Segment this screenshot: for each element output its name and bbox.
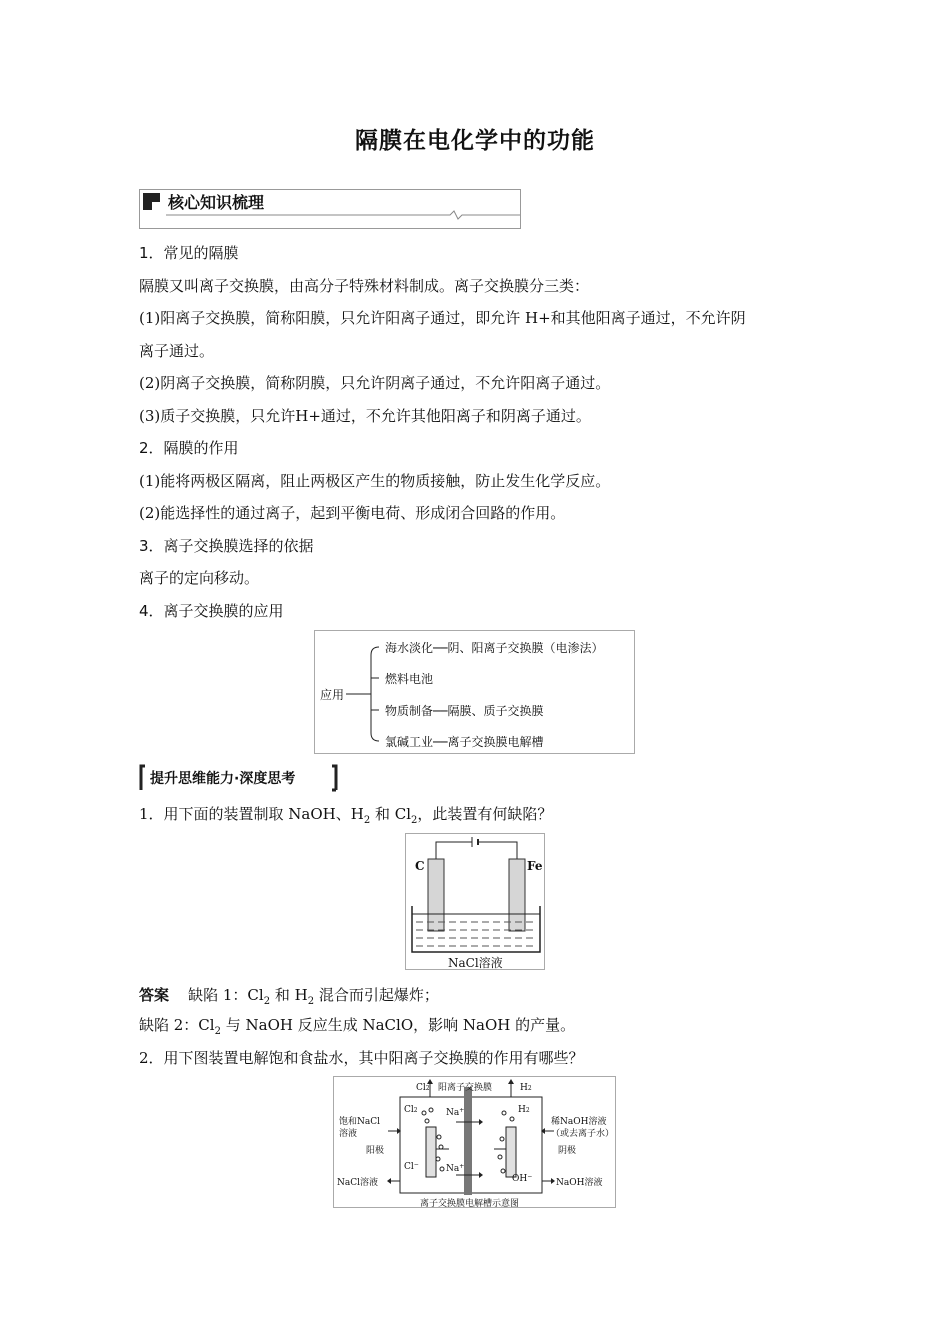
cl-ion: Cl−	[404, 1161, 419, 1172]
na-ion-bottom: Na+	[446, 1163, 465, 1174]
heading-membrane-function: 2．隔膜的作用	[139, 439, 239, 457]
cell-drawing	[406, 834, 546, 971]
paragraph-line: 离子的定向移动。	[139, 569, 260, 587]
diagram-branch: 海水淡化──阴、阳离子交换膜（电渗法）	[385, 641, 604, 655]
membrane-label: 阳离子交换膜	[438, 1083, 493, 1093]
diagram-branch: 物质制备──隔膜、质子交换膜	[385, 704, 544, 718]
h2-inner-label: H2	[518, 1105, 530, 1115]
electrolysis-cell-diagram	[405, 833, 545, 970]
electrode-label-c: C	[415, 859, 425, 873]
diagram-branch: 氯碱工业──离子交换膜电解槽	[385, 735, 544, 749]
na-ion-top: Na+	[446, 1107, 465, 1118]
answer-2: 缺陷 2：$Cl_2$ 与 NaOH 反应生成 NaClO，影响 NaOH 的产量。	[139, 1016, 576, 1037]
section-title-deep-thinking: 提升思维能力·深度思考	[150, 771, 296, 787]
inlet-left-label: 饱和NaCl	[339, 1117, 381, 1127]
section-underline	[140, 210, 520, 222]
inlet-right-label-2: （或去离子水）	[551, 1129, 615, 1139]
question-2: 2．用下图装置电解饱和食盐水，其中阳离子交换膜的作用有哪些？	[139, 1049, 584, 1067]
section-title-core-knowledge: 核心知识梳理	[168, 193, 265, 212]
application-diagram	[314, 630, 635, 754]
question-1: 1．用下面的装置制取 NaOH、$H_2$ 和 $Cl_2$，此装置有何缺陷？	[139, 805, 553, 826]
heading-selection-basis: 3．离子交换膜选择的依据	[139, 537, 314, 555]
chlor-alkali-cell-diagram	[333, 1076, 616, 1208]
diagram-root-label: 应用	[320, 688, 345, 702]
electrode-label-fe: Fe	[527, 859, 543, 873]
heading-applications: 4．离子交换膜的应用	[139, 602, 284, 620]
h2-label: H2	[520, 1083, 532, 1093]
heading-common-membranes: 1．常见的隔膜	[139, 244, 239, 262]
inlet-right-label: 稀NaOH溶液	[551, 1117, 607, 1127]
outlet-right-label: NaOH溶液	[556, 1178, 603, 1188]
diagram-branch: 燃料电池	[385, 672, 434, 686]
cell2-caption: 离子交换膜电解槽示意图	[420, 1199, 520, 1209]
cl2-label: Cl2	[416, 1083, 430, 1093]
page-title: 隔膜在电化学中的功能	[355, 128, 595, 154]
cl2-inner-label: Cl2	[404, 1105, 418, 1115]
answer-1: 答案 缺陷 1：$Cl_2$ 和 $H_2$ 混合而引起爆炸；	[139, 986, 439, 1007]
oh-ion: OH−	[512, 1173, 533, 1184]
paragraph-line: (2)阴离子交换膜，简称阴膜，只允许阴离子通过，不允许阳离子通过。	[139, 374, 611, 392]
paragraph-line: (2)能选择性的通过离子，起到平衡电荷、形成闭合回路的作用。	[139, 504, 566, 522]
section-square-icon-notch	[152, 202, 160, 210]
anode-label: 阳极	[366, 1146, 385, 1156]
solution-caption: NaCl溶液	[448, 956, 503, 970]
paragraph-line: (1)能将两极区隔离，阻止两极区产生的物质接触，防止发生化学反应。	[139, 472, 611, 490]
cathode-label: 阴极	[558, 1146, 577, 1156]
inlet-left-label-2: 溶液	[339, 1129, 358, 1139]
paragraph-line: (1)阳离子交换膜，简称阳膜，只允许阳离子通过，即允许 H+和其他阳离子通过，不允许阴	[139, 309, 746, 327]
paragraph-line: (3)质子交换膜，只允许H+通过，不允许其他阳离子和阴离子通过。	[139, 407, 591, 425]
paragraph-line: 隔膜又叫离子交换膜，由高分子特殊材料制成。离子交换膜分三类：	[139, 277, 590, 295]
paragraph-line: 离子通过。	[139, 342, 215, 360]
outlet-left-label: NaCl溶液	[337, 1178, 379, 1188]
